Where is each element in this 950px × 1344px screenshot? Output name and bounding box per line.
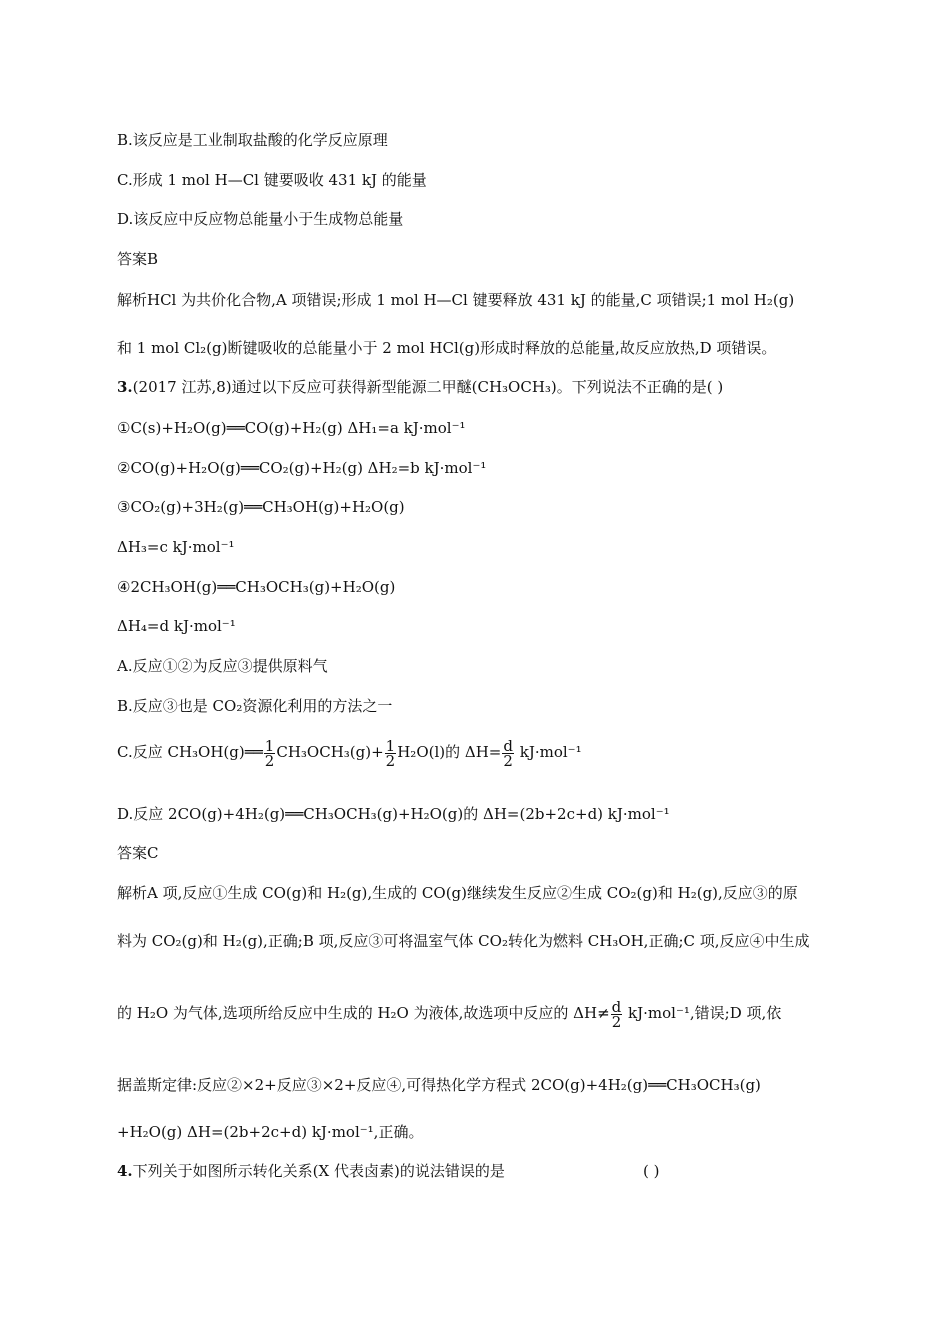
q3-analysis-line-5: +H₂O(g) ΔH=(2b+2c+d) kJ·mol⁻¹,正确。 bbox=[117, 1123, 424, 1141]
fraction-half-1 bbox=[264, 739, 276, 768]
q3-analysis-line-3 bbox=[117, 1000, 781, 1029]
q3-analysis-line-3-prefix: 的 H₂O 为气体,选项所给反应中生成的 H₂O 为液体,故选项中反应的 ΔH≠ bbox=[117, 1004, 610, 1022]
fraction-numerator: 1 bbox=[264, 737, 275, 755]
q3-reaction-4-enthalpy: ΔH₄=d kJ·mol⁻¹ bbox=[117, 617, 236, 635]
q4-answer-paren: ( ) bbox=[643, 1162, 660, 1180]
q3-option-c-suffix: H₂O(l)的 ΔH= bbox=[397, 743, 502, 761]
q3-option-c-unit: kJ·mol⁻¹ bbox=[514, 743, 582, 761]
fraction-d-half-analysis bbox=[611, 1000, 623, 1029]
fraction-half-2 bbox=[385, 739, 397, 768]
q3-number: 3. bbox=[117, 378, 133, 396]
q2-option-d: D.该反应中反应物总能量小于生成物总能量 bbox=[117, 210, 404, 228]
fraction-numerator: d bbox=[503, 737, 513, 755]
fraction-denominator: 2 bbox=[385, 752, 396, 770]
fraction-denominator: 2 bbox=[264, 752, 275, 770]
fraction-numerator: d bbox=[611, 998, 622, 1016]
fraction-denominator: 2 bbox=[611, 1013, 622, 1031]
q4-number: 4. bbox=[117, 1162, 133, 1180]
q3-option-d: D.反应 2CO(g)+4H₂(g)══CH₃OCH₃(g)+H₂O(g)的 ΔH=(2b+2c+d) kJ·mol⁻¹ bbox=[117, 805, 670, 823]
q2-analysis-line-2: 和 1 mol Cl₂(g)断键吸收的总能量小于 2 mol HCl(g)形成时释放的总能量,故反应放热,D 项错误。 bbox=[117, 339, 777, 357]
fraction-denominator: 2 bbox=[503, 752, 513, 770]
q3-answer: 答案C bbox=[117, 844, 159, 862]
q3-option-c-middle: CH₃OCH₃(g)+ bbox=[276, 743, 384, 761]
q2-option-c: C.形成 1 mol H—Cl 键要吸收 431 kJ 的能量 bbox=[117, 171, 427, 189]
q2-option-b: B.该反应是工业制取盐酸的化学反应原理 bbox=[117, 131, 388, 149]
q3-reaction-2: ②CO(g)+H₂O(g)══CO₂(g)+H₂(g) ΔH₂=b kJ·mol⁻¹ bbox=[117, 459, 487, 477]
q3-analysis-line-2: 料为 CO₂(g)和 H₂(g),正确;B 项,反应③可将温室气体 CO₂转化为燃料 CH₃OH,正确;C 项,反应④中生成 bbox=[117, 932, 810, 950]
q3-option-c-prefix: C.反应 CH₃OH(g)══ bbox=[117, 743, 263, 761]
fraction-d-half bbox=[502, 739, 514, 768]
q2-analysis-line-1: 解析HCl 为共价化合物,A 项错误;形成 1 mol H—Cl 键要释放 431 kJ 的能量,C 项错误;1 mol H₂(g) bbox=[117, 291, 795, 309]
q2-answer: 答案B bbox=[117, 250, 159, 268]
q3-option-b: B.反应③也是 CO₂资源化利用的方法之一 bbox=[117, 697, 393, 715]
q3-reaction-4: ④2CH₃OH(g)══CH₃OCH₃(g)+H₂O(g) bbox=[117, 578, 396, 596]
q3-analysis-line-3-suffix: kJ·mol⁻¹,错误;D 项,依 bbox=[623, 1004, 782, 1022]
q3-analysis-line-4: 据盖斯定律:反应②×2+反应③×2+反应④,可得热化学方程式 2CO(g)+4H₂(g)══CH₃OCH₃(g) bbox=[117, 1076, 761, 1094]
q3-option-c bbox=[117, 739, 582, 768]
q3-option-a: A.反应①②为反应③提供原料气 bbox=[117, 657, 328, 675]
fraction-numerator: 1 bbox=[385, 737, 396, 755]
q3-analysis-line-1: 解析A 项,反应①生成 CO(g)和 H₂(g),生成的 CO(g)继续发生反应②生成 CO₂(g)和 H₂(g),反应③的原 bbox=[117, 884, 798, 902]
q3-reaction-3-enthalpy: ΔH₃=c kJ·mol⁻¹ bbox=[117, 538, 235, 556]
q4-stem-text: 下列关于如图所示转化关系(X 代表卤素)的说法错误的是 bbox=[132, 1162, 505, 1180]
q4-stem bbox=[117, 1161, 505, 1181]
q3-reaction-3: ③CO₂(g)+3H₂(g)══CH₃OH(g)+H₂O(g) bbox=[117, 498, 405, 516]
q3-stem bbox=[117, 377, 723, 397]
q3-reaction-1: ①C(s)+H₂O(g)══CO(g)+H₂(g) ΔH₁=a kJ·mol⁻¹ bbox=[117, 419, 466, 437]
q3-stem-text: (2017 江苏,8)通过以下反应可获得新型能源二甲醚(CH₃OCH₃)。下列说法不正确的是( ) bbox=[132, 378, 724, 396]
